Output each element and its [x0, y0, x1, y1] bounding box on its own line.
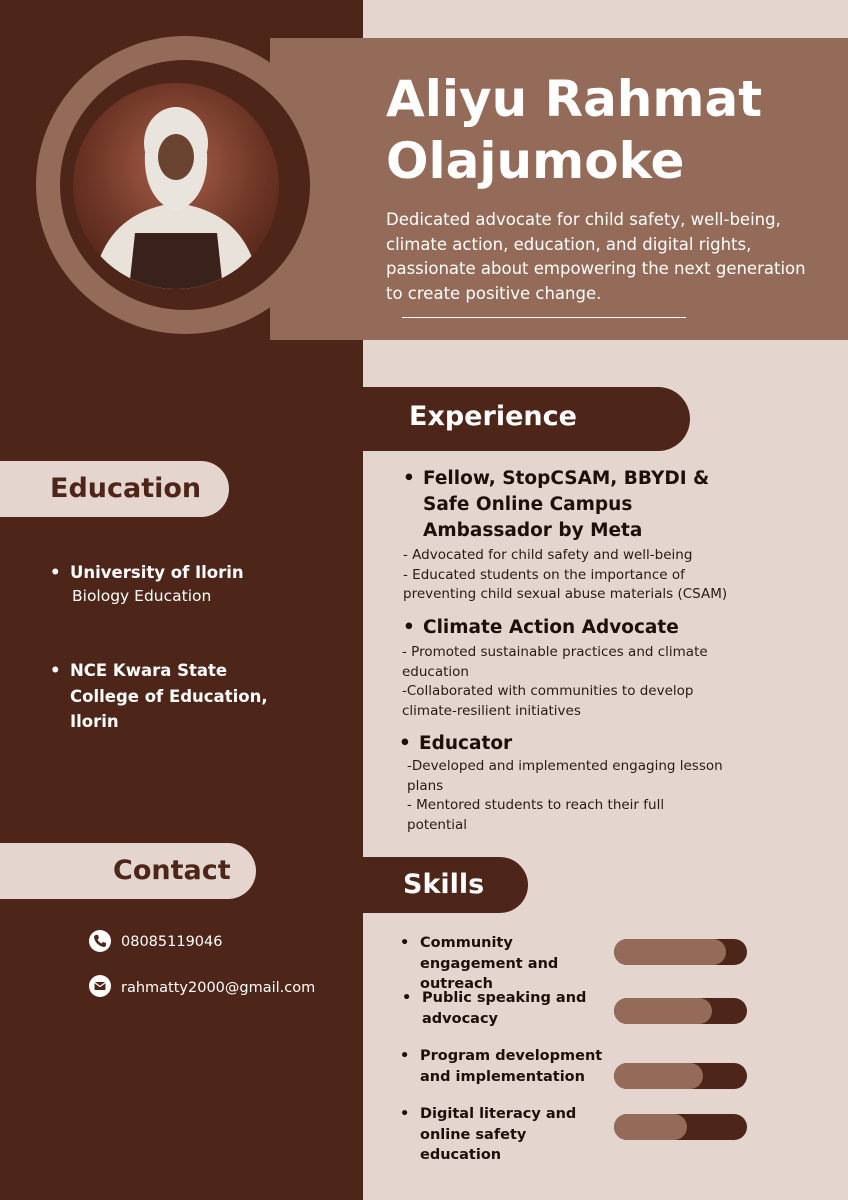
skill-item [422, 988, 612, 1029]
experience-detail: - Advocated for child safety and well-being [403, 547, 693, 563]
name-line-1: Aliyu Rahmat [386, 70, 763, 128]
profile-summary: Dedicated advocate for child safety, well-being, climate action, education, and digital rights, passionate about empowering the next generation to create positive change. [386, 210, 806, 303]
experience-heading-pill [363, 387, 690, 451]
experience-item [419, 731, 739, 757]
education-title: Education [50, 473, 202, 504]
skill-bar-fill [614, 939, 726, 965]
experience-detail: - Educated students on the importance of preventing child sexual abuse materials (CSAM) [403, 566, 728, 602]
contact-heading-pill [0, 843, 256, 899]
skill-bar-fill [614, 1063, 703, 1089]
skills-title: Skills [403, 869, 485, 900]
experience-detail: - Promoted sustainable practices and climate education [402, 644, 708, 680]
experience-role: • Fellow, StopCSAM, BBYDI & Safe Online Campus Ambassador by Meta [423, 466, 743, 544]
experience-details [403, 546, 733, 605]
skill-bar [614, 1063, 747, 1089]
skills-heading-pill [363, 857, 528, 913]
experience-item [423, 466, 743, 544]
person-illustration [73, 83, 279, 289]
experience-detail: -Developed and implemented engaging lesson plans [407, 758, 723, 794]
skill-bar [614, 998, 747, 1024]
skill-item [420, 1104, 610, 1166]
ring-hook-decoration [336, 160, 362, 310]
experience-title: Experience [409, 401, 577, 432]
contact-email[interactable]: rahmatty2000@gmail.com [121, 980, 316, 996]
experience-item [423, 615, 743, 641]
education-item [70, 562, 330, 608]
skill-label: • Program development and implementation [420, 1046, 610, 1087]
skill-label: • Community engagement and outreach [420, 933, 610, 995]
skill-bar-fill [614, 998, 712, 1024]
contact-phone[interactable]: 08085119046 [121, 934, 223, 950]
phone-icon [89, 930, 111, 952]
education-school: • University of Ilorin [70, 562, 330, 584]
experience-details [407, 757, 727, 835]
skill-label: • Digital literacy and online safety education [420, 1104, 610, 1166]
profile-photo [73, 83, 279, 289]
experience-details [402, 643, 722, 721]
skill-label: • Public speaking and advocacy [422, 988, 612, 1029]
experience-role: • Climate Action Advocate [423, 615, 743, 641]
experience-detail: -Collaborated with communities to develop climate-resilient initiatives [402, 683, 694, 719]
experience-role: • Educator [419, 731, 739, 757]
skill-bar [614, 1114, 747, 1140]
email-icon [89, 975, 111, 997]
education-school: • NCE Kwara State College of Education, Ilorin [70, 658, 280, 735]
skill-item [420, 933, 610, 995]
candidate-name [386, 68, 826, 192]
education-course: Biology Education [72, 587, 212, 605]
experience-detail: - Mentored students to reach their full potential [407, 797, 665, 833]
skill-bar-fill [614, 1114, 687, 1140]
skill-item [420, 1046, 610, 1087]
contact-title: Contact [113, 855, 231, 886]
education-heading-pill [0, 461, 229, 517]
divider [402, 317, 686, 318]
education-item [70, 658, 280, 735]
name-line-2: Olajumoke [386, 132, 685, 190]
skill-bar [614, 939, 747, 965]
